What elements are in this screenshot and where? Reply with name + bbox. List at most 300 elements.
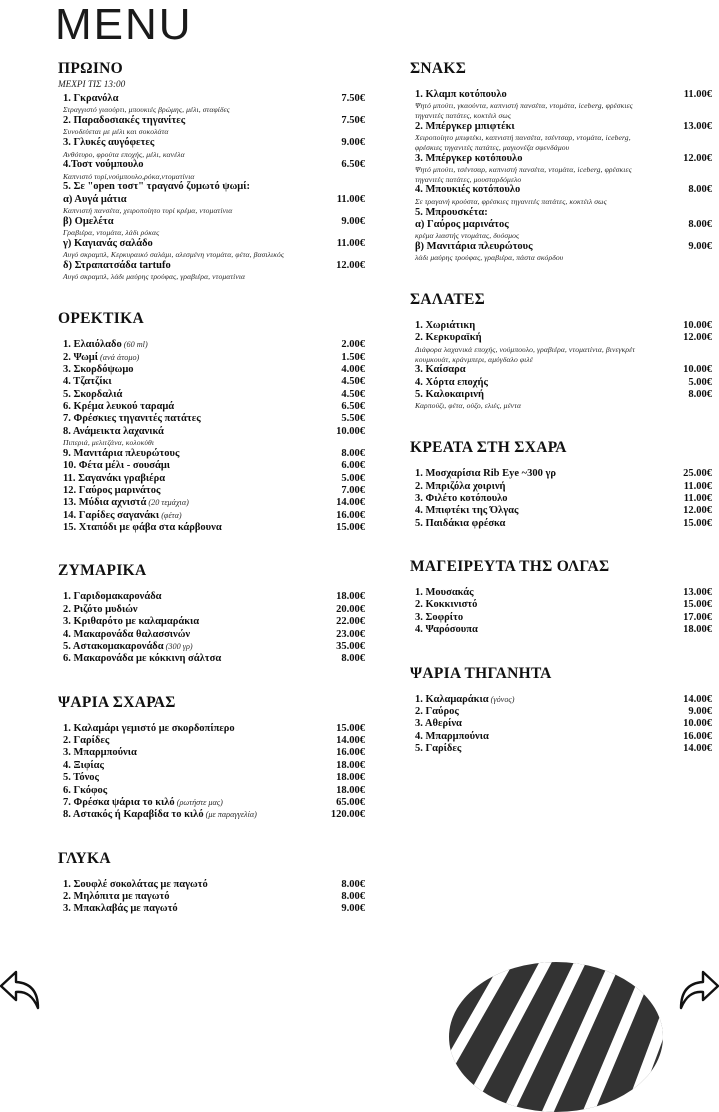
menu-item-row bbox=[63, 747, 365, 759]
menu-item bbox=[415, 153, 712, 185]
menu-item bbox=[63, 216, 365, 238]
menu-item-name: 7. Φρέσκιες τηγανιτές πατάτες bbox=[63, 413, 201, 425]
menu-item bbox=[415, 599, 712, 611]
menu-item-name: 3. Κριθαρότο με καλαμαράκια bbox=[63, 616, 200, 628]
menu-item-price: 18.00€ bbox=[683, 624, 712, 636]
menu-item bbox=[415, 694, 712, 706]
menu-item-name: 5. Παιδάκια φρέσκα bbox=[415, 517, 506, 529]
menu-item-description: Αυγό σκραμπλ, Κερκυραικό σαλάμι, αλεσμένη ντομάτα, φέτα, βασιλικός bbox=[63, 250, 285, 260]
menu-item-row bbox=[63, 194, 365, 206]
menu-item-price: 10.00€ bbox=[683, 718, 712, 730]
menu-item-row bbox=[63, 891, 365, 903]
menu-item-price: 11.00€ bbox=[683, 89, 712, 100]
menu-item-description: Πιπεριά, μελιτζάνα, κολοκύθι bbox=[63, 438, 155, 448]
spacer bbox=[407, 579, 712, 587]
menu-item-price: 12.00€ bbox=[336, 260, 365, 272]
menu-item-price: 14.00€ bbox=[683, 743, 712, 754]
menu-item-row bbox=[415, 599, 712, 611]
menu-item-row bbox=[63, 426, 365, 438]
menu-item-price: 6.50€ bbox=[341, 401, 365, 412]
section-spacer bbox=[407, 637, 712, 663]
menu-item-qualifier: (γόνος) bbox=[488, 694, 515, 704]
menu-item-name: 2. Κερκυραϊκή bbox=[415, 332, 482, 344]
section-heading: ΨΑΡΙΑ ΤΗΓΑΝΗΤΑ bbox=[410, 664, 552, 682]
menu-item bbox=[415, 743, 712, 755]
menu-item bbox=[63, 93, 365, 115]
section-spacer bbox=[407, 263, 712, 289]
menu-item-qualifier: (ρωτήστε μας) bbox=[174, 797, 223, 807]
menu-item-price: 4.50€ bbox=[341, 376, 365, 388]
menu-item-row bbox=[63, 413, 365, 425]
section-spacer bbox=[55, 534, 365, 560]
menu-item-row bbox=[63, 448, 365, 460]
menu-item-price: 15.00€ bbox=[683, 517, 712, 529]
menu-item bbox=[63, 497, 365, 509]
menu-item-list bbox=[55, 339, 365, 534]
menu-item bbox=[63, 785, 365, 797]
menu-item-row bbox=[63, 389, 365, 401]
menu-item-row bbox=[63, 376, 365, 388]
menu-item-price: 5.00€ bbox=[341, 472, 365, 484]
menu-item-row bbox=[415, 121, 712, 133]
menu-item-description: Διάφορα λαχανικά εποχής, νούμπουλο, γραβιέρα, ντοματίνια, βινεγκρέτ κουμκουάτ, κράνμπερι, αμύγδαλο φιλέ bbox=[415, 344, 636, 364]
menu-item bbox=[63, 891, 365, 903]
menu-item-row bbox=[415, 184, 712, 196]
menu-item-row bbox=[63, 260, 365, 272]
menu-item-price: 10.00€ bbox=[683, 320, 712, 332]
menu-item-row bbox=[63, 497, 365, 509]
menu-item-row bbox=[63, 879, 365, 891]
menu-item-name: 4.Τοστ νούμπουλο bbox=[63, 159, 144, 171]
back-arrow-icon[interactable] bbox=[0, 966, 54, 1024]
menu-item-row bbox=[63, 473, 365, 485]
menu-item-row bbox=[63, 772, 365, 784]
menu-item-row bbox=[415, 587, 712, 599]
menu-item-row bbox=[415, 694, 712, 706]
section-spacer bbox=[55, 666, 365, 692]
menu-item bbox=[415, 389, 712, 411]
menu-item-row bbox=[63, 591, 365, 603]
menu-item-name: β) Ομελέτα bbox=[63, 215, 114, 227]
section-heading: ΓΛΥΚΑ bbox=[58, 849, 111, 867]
menu-item-row bbox=[415, 468, 712, 480]
menu-item-price: 17.00€ bbox=[683, 611, 712, 623]
menu-item-row bbox=[415, 320, 712, 332]
menu-item-description: Σε τραγανή κρούστα, φρέσκιες τηγανιτές πατάτες, κοκτέιλ σως bbox=[415, 196, 607, 206]
menu-item-row bbox=[415, 389, 712, 401]
menu-column-right bbox=[407, 60, 712, 783]
menu-item-row bbox=[415, 624, 712, 636]
menu-item-name: α) Αυγά μάτια bbox=[63, 193, 127, 205]
menu-item-name: 7. Φρέσκα ψάρια το κιλό (ρωτήστε μας) bbox=[63, 796, 223, 808]
menu-item bbox=[415, 184, 712, 206]
menu-item-price: 8.00€ bbox=[341, 447, 365, 459]
menu-item-price: 9.00€ bbox=[341, 903, 365, 915]
menu-item bbox=[63, 485, 365, 497]
menu-item bbox=[63, 591, 365, 603]
menu-item-price: 6.50€ bbox=[341, 159, 365, 171]
section-spacer bbox=[55, 822, 365, 848]
menu-section-psaria-tiganita bbox=[407, 665, 712, 782]
menu-item-price: 12.00€ bbox=[683, 332, 712, 344]
menu-item-group-heading: 5. Μπρουσκέτα: bbox=[415, 206, 488, 218]
menu-item-name: 2. Μηλόπιτα με παγωτό bbox=[63, 891, 170, 903]
menu-item-name: 1. Καλαμαράκια (γόνος) bbox=[415, 693, 515, 705]
menu-item-list bbox=[407, 320, 712, 411]
section-heading: ΣΝΑΚΣ bbox=[410, 60, 467, 77]
menu-item-description: Καπνιστό τυρί,νούμπουλο,ρόκα,ντοματίνια bbox=[63, 171, 195, 181]
menu-item-row bbox=[63, 485, 365, 497]
menu-item-row bbox=[63, 216, 365, 228]
menu-item bbox=[63, 401, 365, 413]
menu-item-name: 1. Καλαμάρι γεμιστό με σκορδοπίπερο bbox=[63, 722, 235, 734]
menu-item-row bbox=[415, 219, 712, 231]
menu-item-row bbox=[63, 238, 365, 250]
menu-item-price: 8.00€ bbox=[341, 891, 365, 903]
spacer bbox=[407, 686, 712, 694]
menu-item bbox=[63, 260, 365, 282]
section-heading: ΨΑΡΙΑ ΣΧΑΡΑΣ bbox=[58, 693, 176, 711]
menu-item-list bbox=[407, 468, 712, 530]
menu-item bbox=[415, 241, 712, 263]
menu-item-name: β) Μανιτάρια πλευρώτους bbox=[415, 241, 533, 252]
menu-item-name: 1. Χωριάτικη bbox=[415, 320, 476, 332]
menu-item-price: 7.50€ bbox=[341, 115, 365, 127]
menu-item-qualifier: (60 ml) bbox=[121, 340, 148, 350]
menu-item bbox=[415, 332, 712, 364]
menu-item-price: 11.00€ bbox=[683, 492, 712, 504]
menu-item-description: λάδι μαύρης τρούφας, γραβιέρα, πάστα σκόρδου bbox=[415, 253, 564, 263]
menu-item bbox=[63, 473, 365, 485]
menu-item-name: δ) Στραπατσάδα tartufo bbox=[63, 260, 171, 272]
menu-item-name: 4. Μπαρμπούνια bbox=[415, 730, 489, 742]
menu-item-list bbox=[55, 879, 365, 916]
menu-item-name: 4. Ψαρόσουπα bbox=[415, 624, 478, 636]
menu-item bbox=[415, 706, 712, 718]
menu-item-price: 8.00€ bbox=[341, 878, 365, 890]
menu-item-qualifier: (φέτα) bbox=[159, 510, 182, 520]
menu-item-row bbox=[63, 339, 365, 351]
menu-item-row bbox=[63, 653, 365, 665]
menu-item-price: 15.00€ bbox=[683, 599, 712, 611]
menu-item bbox=[415, 364, 712, 376]
menu-item-price: 8.00€ bbox=[688, 218, 712, 230]
section-spacer bbox=[407, 530, 712, 556]
menu-item-name: 1. Μουσακάς bbox=[415, 587, 474, 598]
menu-item bbox=[415, 624, 712, 636]
menu-item-row bbox=[415, 612, 712, 624]
menu-item-row bbox=[415, 505, 712, 517]
menu-item-list bbox=[55, 93, 365, 282]
menu-item bbox=[415, 320, 712, 332]
menu-item-price: 4.50€ bbox=[341, 388, 365, 400]
menu-item-price: 14.00€ bbox=[336, 735, 365, 747]
menu-item-name: 1. Μοσχαρίσια Rib Eye ~300 γρ bbox=[415, 468, 556, 480]
menu-item-price: 9.00€ bbox=[688, 705, 712, 717]
menu-item-name: 3. Καίσαρα bbox=[415, 364, 466, 376]
menu-item bbox=[63, 181, 365, 193]
section-subheading: ΜΕΧΡΙ ΤΙΣ 13:00 bbox=[58, 79, 126, 89]
menu-section-salates bbox=[407, 291, 712, 437]
menu-item bbox=[63, 629, 365, 641]
menu-item-name: 3. Φιλέτο κοτόπουλο bbox=[415, 492, 508, 504]
menu-item-description: Ανθότυρο, φρούτα εποχής, μέλι, κανέλα bbox=[63, 149, 185, 159]
menu-item-price: 23.00€ bbox=[336, 628, 365, 640]
menu-item-list bbox=[407, 587, 712, 637]
page-title: MENU bbox=[55, 0, 193, 49]
menu-item bbox=[63, 159, 365, 181]
menu-item-description: Χειροποίητο μπιφτέκι, καπνιστή πανσέτα, τσέντσαρ, ντομάτα, iceberg, φρέσκιες τηγανιτές πατάτες, μαγιονέζα σφενδάμου bbox=[415, 133, 631, 152]
menu-item-row bbox=[415, 743, 712, 755]
menu-item-name: 8. Ανάμεικτα λαχανικά bbox=[63, 425, 164, 437]
menu-item-price: 5.00€ bbox=[688, 376, 712, 388]
menu-item-name: 4. Μπουκιές κοτόπουλο bbox=[415, 184, 521, 196]
menu-item bbox=[63, 809, 365, 821]
menu-item bbox=[63, 194, 365, 216]
menu-item-name: 14. Γαρίδες σαγανάκι (φέτα) bbox=[63, 509, 182, 521]
menu-item-price: 9.00€ bbox=[341, 215, 365, 227]
menu-item-price: 16.00€ bbox=[336, 747, 365, 759]
menu-item-description: Ψητό μπούτι, γκαούντα, καπνιστή πανσέτα, ντομάτα, iceberg, φρέσκιες τηγανιτές πατάτες, κοκτέιλ σως bbox=[415, 101, 633, 121]
menu-item-row bbox=[63, 616, 365, 628]
menu-section-mageireuta bbox=[407, 558, 712, 663]
menu-item bbox=[415, 121, 712, 153]
menu-item-list bbox=[55, 591, 365, 665]
section-heading: ΜΑΓΕΙΡΕΥΤΑ ΤΗΣ ΟΛΓΑΣ bbox=[410, 558, 610, 575]
section-spacer bbox=[407, 411, 712, 437]
menu-item-row bbox=[63, 903, 365, 915]
menu-item-price: 16.00€ bbox=[336, 509, 365, 521]
menu-item-name: 1. Ελαιόλαδο (60 ml) bbox=[63, 339, 148, 351]
menu-section-snaks bbox=[407, 60, 712, 289]
menu-item-price: 6.00€ bbox=[341, 460, 365, 472]
menu-item-name: 5. Σκορδαλιά bbox=[63, 388, 123, 400]
menu-item-name: 15. Χταπόδι με φάβα στα κάρβουνα bbox=[63, 522, 222, 534]
section-heading: ΣΑΛΑΤΕΣ bbox=[410, 291, 486, 309]
spacer bbox=[55, 331, 365, 339]
menu-item-list bbox=[407, 89, 712, 263]
section-heading: ΚΡΕΑΤΑ ΣΤΗ ΣΧΑΡΑ bbox=[410, 439, 567, 457]
menu-item bbox=[63, 510, 365, 522]
menu-item-qualifier: (με παραγγελία) bbox=[203, 810, 257, 820]
menu-item-row bbox=[63, 604, 365, 616]
menu-item bbox=[63, 760, 365, 772]
section-heading: ΖΥΜΑΡΙΚΑ bbox=[58, 562, 147, 580]
menu-item-row bbox=[63, 460, 365, 472]
menu-item-row bbox=[415, 332, 712, 344]
menu-section-glyka bbox=[55, 850, 365, 942]
menu-item-name: 2. Γαύρος bbox=[415, 705, 459, 717]
menu-item-name: 9. Μανιτάρια πλευρώτους bbox=[63, 447, 180, 459]
menu-item-name: 3. Γλυκές αυγόφετες bbox=[63, 137, 155, 149]
menu-section-kreata bbox=[407, 439, 712, 556]
menu-item-name: 3. Σοφρίτο bbox=[415, 611, 464, 623]
section-heading: ΟΡΕΚΤΙΚΑ bbox=[58, 310, 144, 328]
menu-item-name: 4. Ξιφίας bbox=[63, 759, 104, 771]
menu-item-name: 2. Μπριζόλα χοιρινή bbox=[415, 480, 506, 492]
menu-item-row bbox=[415, 89, 712, 101]
striped-circle-icon bbox=[449, 962, 664, 1112]
menu-item-price: 8.00€ bbox=[688, 184, 712, 196]
menu-item-description: Συνοδεύεται με μέλι και σοκολάτα bbox=[63, 127, 169, 137]
menu-item-description: Καπνιστή πανσέτα, χειροποίητο τυρί κρέμα, ντοματίνια bbox=[63, 206, 233, 216]
menu-item-row bbox=[415, 518, 712, 530]
menu-item-name: 2. Παραδοσιακές τηγανίτες bbox=[63, 115, 186, 127]
menu-item-price: 18.00€ bbox=[336, 772, 365, 784]
menu-item-name: 4. Μπιφτέκι της Όλγας bbox=[415, 505, 519, 517]
menu-item bbox=[63, 238, 365, 260]
menu-item bbox=[63, 903, 365, 915]
menu-item-row bbox=[63, 629, 365, 641]
menu-item-name: 3. Σκορδόψωμο bbox=[63, 363, 134, 375]
menu-item bbox=[415, 207, 712, 219]
menu-item-row bbox=[63, 401, 365, 413]
menu-item-name: 2. Κοκκινιστό bbox=[415, 599, 478, 611]
section-spacer bbox=[407, 755, 712, 781]
menu-item bbox=[63, 460, 365, 472]
menu-item-name: 11. Σαγανάκι γραβιέρα bbox=[63, 472, 166, 484]
menu-item bbox=[415, 587, 712, 599]
menu-item-row bbox=[415, 706, 712, 718]
menu-item-name: 1. Γαριδομακαρονάδα bbox=[63, 591, 162, 603]
menu-item-name: 13. Μύδια αχνιστά (20 τεμάχια) bbox=[63, 497, 189, 509]
menu-item bbox=[63, 448, 365, 460]
menu-item-name: 2. Γαρίδες bbox=[63, 735, 110, 747]
menu-item-name: 12. Γαύρος μαρινάτος bbox=[63, 484, 161, 496]
menu-item-row bbox=[63, 522, 365, 534]
menu-item-price: 11.00€ bbox=[336, 237, 365, 249]
menu-item-row bbox=[63, 723, 365, 735]
menu-item-row bbox=[415, 731, 712, 743]
menu-item-price: 8.00€ bbox=[688, 389, 712, 401]
menu-item bbox=[415, 518, 712, 530]
menu-item-description: Γραβιέρα, ντομάτα, λάδι ρόκας bbox=[63, 228, 160, 238]
menu-item-price: 13.00€ bbox=[683, 587, 712, 598]
menu-item-price: 15.00€ bbox=[336, 722, 365, 734]
menu-item-price: 9.00€ bbox=[341, 137, 365, 149]
menu-item-row bbox=[63, 785, 365, 797]
menu-item-name: 5. Αστακομακαρονάδα (300 γρ) bbox=[63, 640, 193, 652]
menu-item-description: Αυγό σκραμπλ, λάδι μαύρης τρούφας, γραβιέρα, ντοματίνια bbox=[63, 272, 246, 282]
menu-item bbox=[63, 747, 365, 759]
forward-arrow-icon[interactable] bbox=[665, 966, 719, 1024]
menu-item-name: 2. Ριζότο μυδιών bbox=[63, 603, 138, 615]
menu-item-name: 1. Κλαμπ κοτόπουλο bbox=[415, 89, 507, 100]
menu-item bbox=[63, 735, 365, 747]
menu-item-row bbox=[415, 377, 712, 389]
menu-item-price: 10.00€ bbox=[336, 425, 365, 437]
menu-item-name: 5. Γαρίδες bbox=[415, 743, 462, 754]
menu-item-price: 2.00€ bbox=[341, 339, 365, 351]
menu-item-price: 16.00€ bbox=[683, 730, 712, 742]
menu-item-row bbox=[63, 352, 365, 364]
menu-item-row bbox=[63, 115, 365, 127]
menu-item-name: 5. Καλοκαιρινή bbox=[415, 389, 484, 401]
menu-item-description: Ψητό μπούτι, τσέντσαρ, καπνιστή πανσέτα, ντομάτα, iceberg, φρέσκιες τηγανιτές πατάτες, μουσταρδόμελο bbox=[415, 165, 632, 184]
menu-item-qualifier: (20 τεμάχια) bbox=[146, 498, 189, 508]
spacer bbox=[407, 460, 712, 468]
menu-item bbox=[415, 493, 712, 505]
menu-item-name: α) Γαύρος μαρινάτος bbox=[415, 218, 509, 230]
menu-item-price: 120.00€ bbox=[330, 809, 365, 821]
menu-item bbox=[63, 389, 365, 401]
menu-item-name: 4. Τζατζίκι bbox=[63, 376, 112, 388]
spacer bbox=[55, 871, 365, 879]
menu-item-price: 4.00€ bbox=[341, 363, 365, 375]
menu-item bbox=[63, 115, 365, 137]
menu-item-price: 18.00€ bbox=[336, 784, 365, 796]
menu-item-name: 1. Σουφλέ σοκολάτας με παγωτό bbox=[63, 878, 208, 890]
menu-item-price: 7.00€ bbox=[341, 484, 365, 496]
menu-item-price: 35.00€ bbox=[336, 640, 365, 652]
menu-item-price: 20.00€ bbox=[336, 603, 365, 615]
menu-item bbox=[415, 377, 712, 389]
menu-item bbox=[63, 772, 365, 784]
menu-section-zymarika bbox=[55, 562, 365, 691]
menu-item-name: 2. Μπέργκερ μπιφτέκι bbox=[415, 120, 515, 132]
menu-item-row bbox=[63, 760, 365, 772]
menu-section-orektika bbox=[55, 310, 365, 560]
menu-item bbox=[415, 505, 712, 517]
menu-item-price: 25.00€ bbox=[683, 468, 712, 480]
menu-item-price: 22.00€ bbox=[336, 616, 365, 628]
menu-item bbox=[63, 653, 365, 665]
menu-item bbox=[63, 364, 365, 376]
menu-item-price: 10.00€ bbox=[683, 364, 712, 376]
menu-item-list bbox=[55, 723, 365, 822]
menu-item-row bbox=[415, 481, 712, 493]
menu-item-price: 11.00€ bbox=[336, 193, 365, 205]
menu-item-name: 2. Ψωμί (ανά άτομο) bbox=[63, 351, 140, 363]
menu-item-name: 3. Μπέργκερ κοτόπουλο bbox=[415, 152, 523, 164]
menu-item bbox=[415, 731, 712, 743]
section-spacer bbox=[55, 916, 365, 942]
menu-item bbox=[63, 137, 365, 159]
menu-item-description: κρέμα λιαστής ντομάτας, δυόσμος bbox=[415, 231, 520, 241]
menu-item bbox=[63, 352, 365, 364]
brand-logo bbox=[449, 962, 664, 1112]
spacer bbox=[407, 81, 712, 89]
menu-item-price: 18.00€ bbox=[336, 591, 365, 603]
menu-item-price: 9.00€ bbox=[688, 241, 712, 252]
menu-item-price: 14.00€ bbox=[683, 693, 712, 705]
menu-item bbox=[63, 616, 365, 628]
menu-item-row bbox=[63, 93, 365, 105]
menu-item bbox=[63, 604, 365, 616]
menu-item-description: Στραγγιστό γιαούρτι, μπουκιές βρώμης, μέλι, σταφίδες bbox=[63, 105, 230, 115]
menu-item-price: 12.00€ bbox=[683, 505, 712, 517]
menu-item-row bbox=[415, 718, 712, 730]
menu-item-name: γ) Καγιανάς σαλάδο bbox=[63, 237, 153, 249]
menu-item-price: 11.00€ bbox=[683, 480, 712, 492]
menu-item-name: 3. Μπακλαβάς με παγωτό bbox=[63, 903, 178, 915]
menu-item-name: 6. Γκόφος bbox=[63, 784, 108, 796]
menu-item bbox=[63, 723, 365, 735]
menu-item-row bbox=[63, 735, 365, 747]
menu-item-row bbox=[63, 510, 365, 522]
menu-item-row bbox=[415, 241, 712, 253]
menu-item bbox=[63, 376, 365, 388]
menu-item-description: Καρπούζι, φέτα, ούζο, ελιές, μέντα bbox=[415, 401, 522, 411]
menu-item-price: 8.00€ bbox=[341, 653, 365, 665]
section-spacer bbox=[55, 282, 365, 308]
menu-item bbox=[415, 219, 712, 241]
section-heading: ΠΡΩΙΝΟ bbox=[58, 60, 124, 77]
menu-item bbox=[415, 481, 712, 493]
menu-item-name: 6. Μακαρονάδα με κόκκινη σάλτσα bbox=[63, 653, 222, 665]
menu-item bbox=[63, 797, 365, 809]
menu-item-row bbox=[63, 159, 365, 171]
